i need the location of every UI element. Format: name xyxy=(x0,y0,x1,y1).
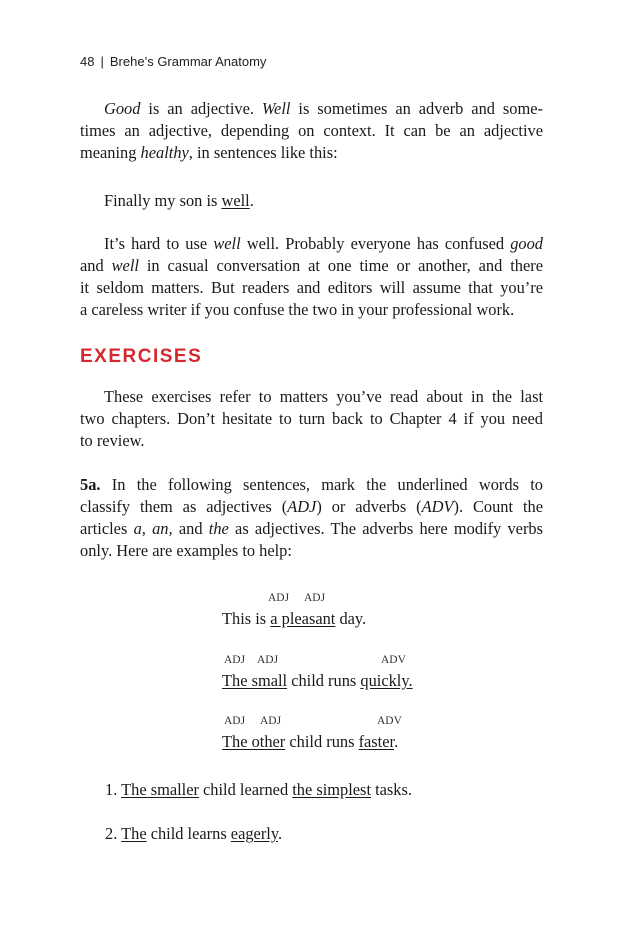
underlined-word: well xyxy=(221,191,250,210)
text: times an adjective, depending on context. It can be an adjective xyxy=(80,121,543,140)
term-well: Well xyxy=(261,99,291,118)
abbr-adv: ADV xyxy=(421,497,454,516)
example-sentence xyxy=(104,191,254,211)
term-well: well xyxy=(213,234,241,253)
example-label-adj: ADJ xyxy=(268,592,290,604)
text: child runs xyxy=(287,671,361,690)
term-well: well xyxy=(111,256,139,275)
article-the: the xyxy=(208,519,229,538)
exercise-item xyxy=(105,824,282,844)
text: child runs xyxy=(285,732,359,751)
usage-paragraph xyxy=(80,233,543,321)
text: is sometimes an adverb and some- xyxy=(290,99,543,118)
underlined-word: eagerly xyxy=(230,824,278,843)
underlined-word: faster xyxy=(358,732,395,751)
text: . xyxy=(249,191,254,210)
text: is an adjective. xyxy=(140,99,262,118)
text: ). Count the xyxy=(453,497,543,516)
underlined-word: a pleasant xyxy=(270,609,336,628)
term-healthy: healthy xyxy=(140,143,189,162)
text: tasks. xyxy=(371,780,412,799)
exercise-5a-instructions xyxy=(80,474,543,562)
page-number: 48 xyxy=(80,54,95,69)
underlined-word: The small xyxy=(222,671,288,690)
example-label-adj: ADJ xyxy=(224,715,246,727)
item-number: 1. xyxy=(105,780,122,799)
running-header xyxy=(80,54,266,69)
text: to review. xyxy=(80,431,145,450)
text: as adjectives. The adverbs here modify verbs xyxy=(228,519,543,538)
example-label-adv: ADV xyxy=(377,715,402,727)
term-good: good xyxy=(510,234,543,253)
example-2 xyxy=(222,671,413,691)
text: child learns xyxy=(146,824,231,843)
text: a careless writer if you confuse the two in your professional work. xyxy=(80,300,515,319)
text: meaning xyxy=(80,143,141,162)
text: Finally my son is xyxy=(104,191,222,210)
text: articles xyxy=(80,519,134,538)
text: and xyxy=(172,519,209,538)
text: ) or adverbs ( xyxy=(316,497,422,516)
example-label-adj: ADJ xyxy=(257,654,279,666)
text: It’s hard to use xyxy=(104,234,214,253)
text: in casual conversation at one time or another, and there xyxy=(138,256,544,275)
underlined-word: The xyxy=(121,824,147,843)
example-label-adj: ADJ xyxy=(224,654,246,666)
text: In the following sentences, mark the underlined words to xyxy=(100,475,543,494)
example-label-adj: ADJ xyxy=(304,592,326,604)
text: , in sentences like this: xyxy=(188,143,338,162)
exercise-item xyxy=(105,780,412,800)
example-1 xyxy=(222,609,366,629)
exercise-label: 5a. xyxy=(80,475,101,494)
text: it seldom matters. But readers and editors will assume that you’re xyxy=(80,278,543,297)
abbr-adj: ADJ xyxy=(287,497,317,516)
underlined-word: the simplest xyxy=(292,780,371,799)
intro-paragraph xyxy=(80,98,543,164)
example-label-adv: ADV xyxy=(381,654,406,666)
item-number: 2. xyxy=(105,824,122,843)
example-3 xyxy=(222,732,398,752)
text: child learned xyxy=(198,780,293,799)
term-good: Good xyxy=(104,99,141,118)
text: This is xyxy=(222,609,271,628)
header-separator: | xyxy=(100,54,104,69)
text: and xyxy=(80,256,112,275)
text: classify them as adjectives ( xyxy=(80,497,288,516)
text: day. xyxy=(335,609,367,628)
text: These exercises refer to matters you’ve read about in the last xyxy=(104,387,543,406)
text: two chapters. Don’t hesitate to turn back to Chapter 4 if you need xyxy=(80,409,543,428)
articles: a, an, xyxy=(133,519,173,538)
example-label-adj: ADJ xyxy=(260,715,282,727)
book-title: Brehe’s Grammar Anatomy xyxy=(109,54,267,69)
text: . xyxy=(277,824,283,843)
underlined-word: The other xyxy=(222,732,286,751)
exercises-intro xyxy=(80,386,543,452)
underlined-word: The smaller xyxy=(121,780,199,799)
text: well. Probably everyone has confused xyxy=(240,234,511,253)
text: only. Here are examples to help: xyxy=(80,541,292,560)
exercises-heading: EXERCISES xyxy=(80,346,203,367)
text: . xyxy=(394,732,399,751)
underlined-word: quickly. xyxy=(360,671,413,690)
